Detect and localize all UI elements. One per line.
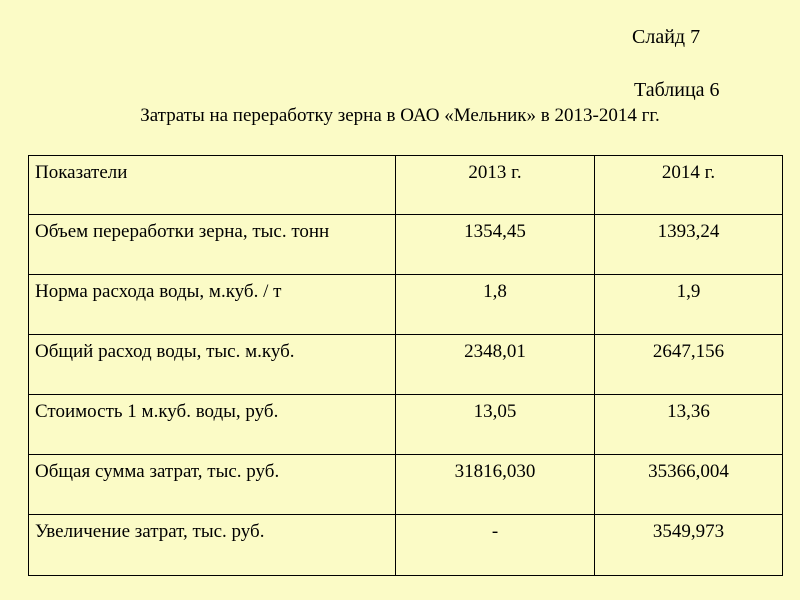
value-2014: 35366,004: [595, 455, 783, 515]
value-2013: 13,05: [396, 395, 595, 455]
table-row: [29, 275, 783, 335]
row-name: Общий расход воды, тыс. м.куб.: [29, 335, 396, 395]
row-name: Стоимость 1 м.куб. воды, руб.: [29, 395, 396, 455]
value-2014: 3549,973: [595, 515, 783, 576]
value-2013: -: [396, 515, 595, 576]
value-2013: 1,8: [396, 275, 595, 335]
row-name: Норма расхода воды, м.куб. / т: [29, 275, 396, 335]
row-name: Увеличение затрат, тыс. руб.: [29, 515, 396, 576]
value-2014: 2647,156: [595, 335, 783, 395]
cost-table: [28, 155, 783, 576]
value-2014: 1393,24: [595, 215, 783, 275]
header-2014: 2014 г.: [595, 156, 783, 215]
table-number: Таблица 6: [634, 79, 720, 101]
table-row: [29, 215, 783, 275]
table-caption: Затраты на переработку зерна в ОАО «Мельник» в 2013-2014 гг.: [140, 105, 660, 126]
value-2013: 1354,45: [396, 215, 595, 275]
table-row: [29, 395, 783, 455]
value-2013: 31816,030: [396, 455, 595, 515]
row-name: Общая сумма затрат, тыс. руб.: [29, 455, 396, 515]
value-2014: 1,9: [595, 275, 783, 335]
slide-number: Слайд 7: [632, 26, 701, 48]
table-row: [29, 335, 783, 395]
table-row: [29, 515, 783, 576]
header-indicators: Показатели: [29, 156, 396, 215]
value-2014: 13,36: [595, 395, 783, 455]
table-row: [29, 455, 783, 515]
header-2013: 2013 г.: [396, 156, 595, 215]
row-name: Объем переработки зерна, тыс. тонн: [29, 215, 396, 275]
value-2013: 2348,01: [396, 335, 595, 395]
table-header-row: [29, 156, 783, 215]
